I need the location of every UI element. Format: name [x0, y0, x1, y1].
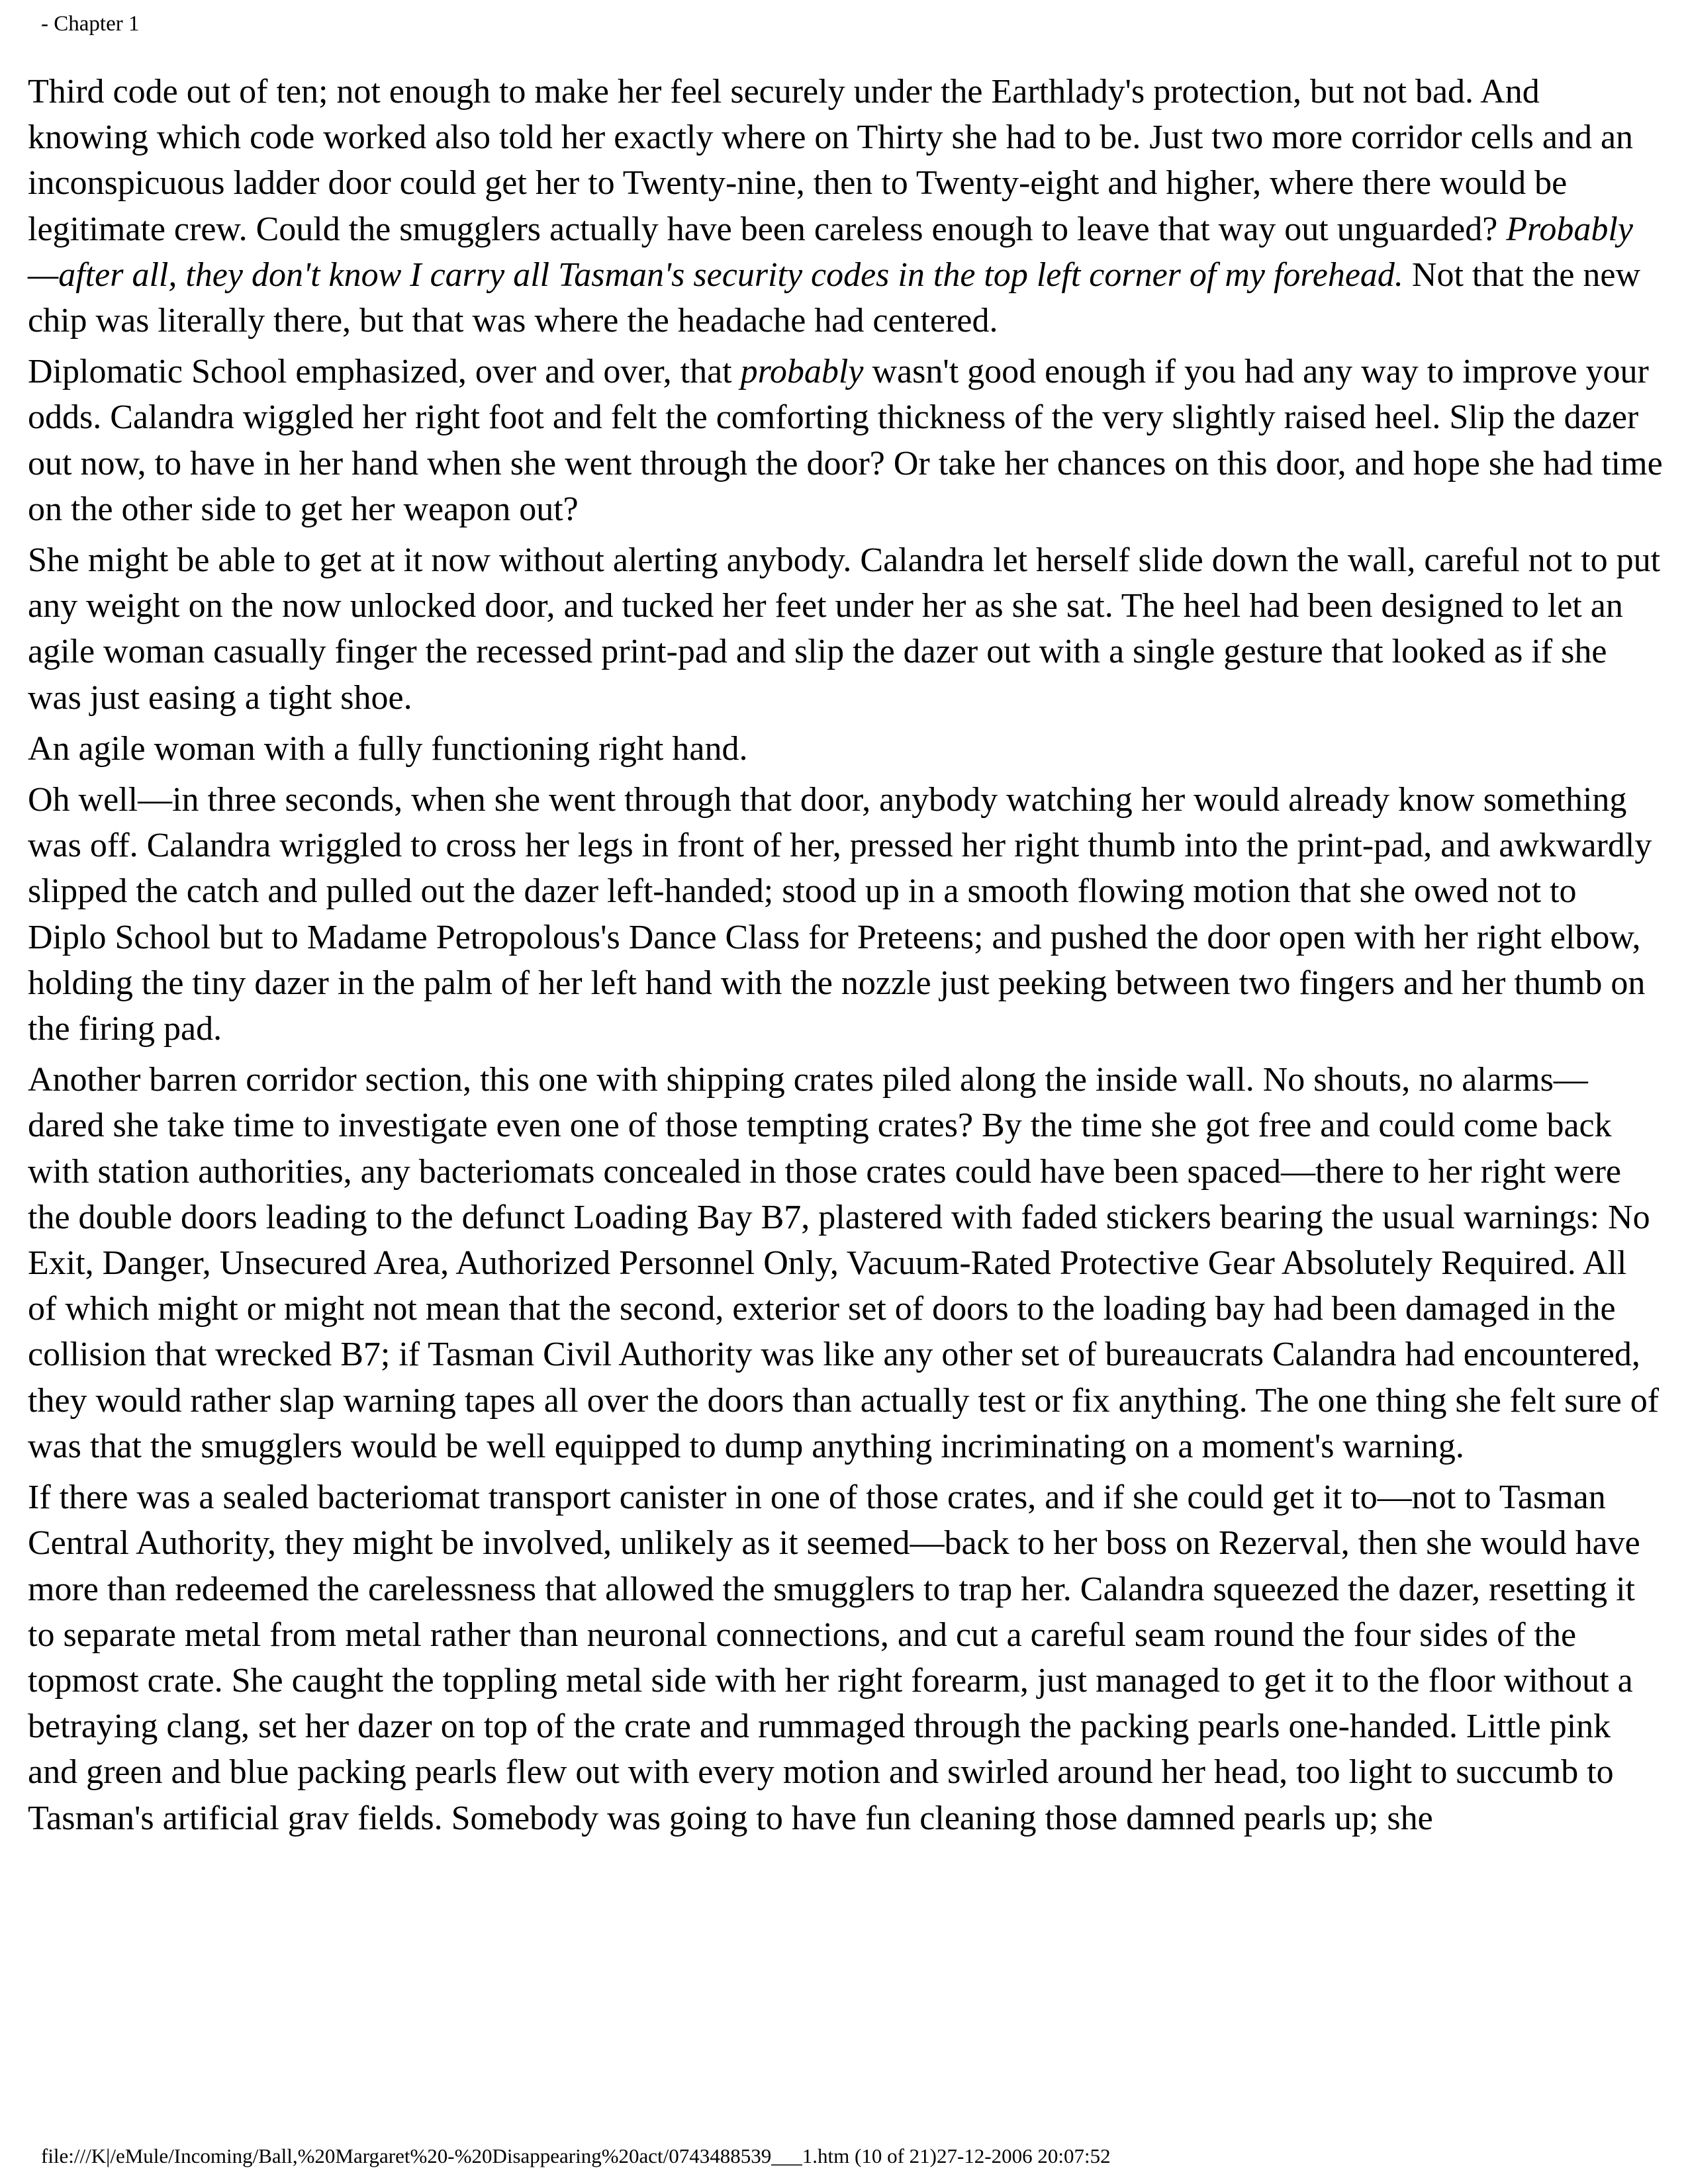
paragraph-2-italic: probably	[740, 353, 864, 391]
chapter-label: - Chapter 1	[41, 12, 140, 36]
paragraph-2-text-b: wasn't good enough if you had any way to improve your odds. Calandra wiggled her right foot and felt the comforting thickness of the very slightly raised heel. Slip the dazer out now, to have in her hand when she went through the door? Or take her chances on this door, and hope she had time on the other side to get her weapon out?	[28, 353, 1663, 528]
paragraph-7: If there was a sealed bacteriomat transport canister in one of those crates, and if she could get it to—not to Tasman Central Authority, they might be involved, unlikely as it seemed—back to her boss on Rezerval, then she would have more than redeemed the carelessness that allowed the smugglers to trap her. Calandra squeezed the dazer, resetting it to separate metal from metal rather than neuronal connections, and cut a careful seam round the four sides of the topmost crate. She caught the toppling metal side with her right forearm, just managed to get it to the floor without a betraying clang, set her dazer on top of the crate and rummaged through the packing pearls one-handed. Little pink and green and blue packing pearls flew out with every motion and swirled around her head, too light to succumb to Tasman's artificial grav fields. Somebody was going to have fun cleaning those damned pearls up; she	[28, 1479, 1640, 1837]
paragraph-4: An agile woman with a fully functioning right hand.	[28, 729, 748, 768]
paragraph-5: Oh well—in three seconds, when she went through that door, anybody watching her would already know something was off. Calandra wriggled to cross her legs in front of her, pressed her right thumb into the print-pad, and awkwardly slipped the catch and pulled out the dazer left-handed; stood up in a smooth flowing motion that she owed not to Diplo School but to Madame Petropolous's Dance Class for Preteens; and pushed the door open with her right elbow, holding the tiny dazer in the palm of her left hand with the nozzle just peeking between two fingers and her thumb on the firing pad.	[28, 781, 1652, 1048]
page-footer	[41, 2143, 1111, 2169]
paragraph-6: Another barren corridor section, this one with shipping crates piled along the inside wall. No shouts, no alarms—dared she take time to investigate even one of those tempting crates? By the time she got free and could come back with station authorities, any bacteriomats concealed in those crates could have been spaced—there to her right were the double doors leading to the defunct Loading Bay B7, plastered with faded stickers bearing the usual warnings: No Exit, Danger, Unsecured Area, Authorized Personnel Only, Vacuum-Rated Protective Gear Absolutely Required. All of which might or might not mean that the second, exterior set of doors to the loading bay had been damaged in the collision that wrecked B7; if Tasman Civil Authority was like any other set of bureaucrats Calandra had encountered, they would rather slap warning tapes all over the doors than actually test or fix anything. The one thing she felt sure of was that the smugglers would be well equipped to dump anything incriminating on a moment's warning.	[28, 1061, 1660, 1465]
paragraph-2-text-a: Diplomatic School emphasized, over and over, that	[28, 353, 741, 391]
page-header	[41, 9, 139, 38]
paragraph-1-text-b: Not that the new chip was literally there, but that was where the headache had centered.	[28, 255, 1641, 340]
paragraph-3: She might be able to get at it now without alerting anybody. Calandra let herself slide down the wall, careful not to put any weight on the now unlocked door, and tucked her feet under her as she sat. The heel had been designed to let an agile woman casually finger the recessed print-pad and slip the dazer out with a single gesture that looked as if she was just easing a tight shoe.	[28, 541, 1661, 717]
paragraph-1-italic: Probably—after all, they don't know I carry all Tasman's security codes in the top left corner of my forehead.	[28, 210, 1633, 294]
document-body	[28, 69, 1663, 1846]
paragraph-2	[28, 349, 1663, 532]
file-path-footer: file:///K|/eMule/Incoming/Ball,%20Margaret%20-%20Disappearing%20act/0743488539___1.htm (10 of 21)27-12-2006 20:07:52	[41, 2144, 1111, 2167]
paragraph-1	[28, 69, 1663, 343]
paragraph-1-text-a: Third code out of ten; not enough to make her feel securely under the Earthlady's protection, but not bad. And knowing which code worked also told her exactly where on Thirty she had to be. Just two more corridor cells and an inconspicuous ladder door could get her to Twenty-nine, then to Twenty-eight and higher, where there would be legitimate crew. Could the smugglers actually have been careless enough to leave that way out unguarded?	[28, 73, 1634, 248]
